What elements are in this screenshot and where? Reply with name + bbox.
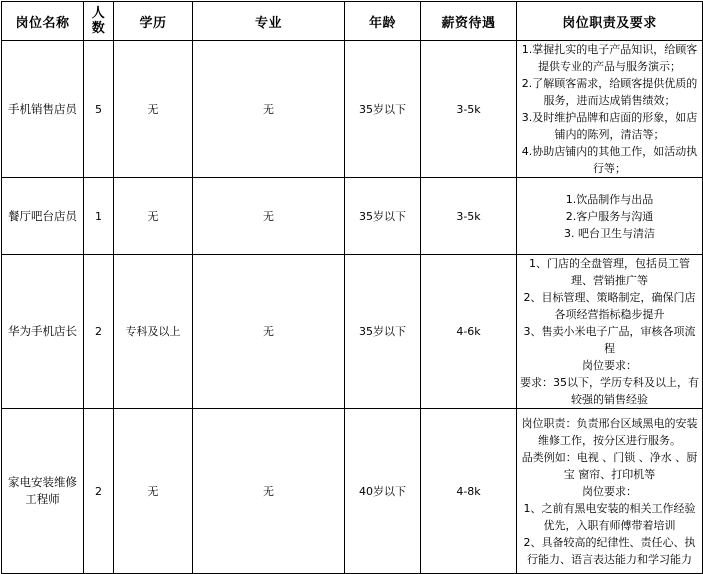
duty-line: 2.了解顾客需求，给顾客提供优质的服务，进而达成销售绩效；: [521, 77, 698, 107]
duties-cell: [517, 178, 703, 255]
duties-cell: [517, 41, 703, 178]
age-limit-cell: 35岁以下: [345, 178, 421, 255]
table-row: [2, 409, 703, 574]
duty-line: 1.掌握扎实的电子产品知识，给顾客提供专业的产品与服务演示；: [521, 43, 698, 73]
duty-line: 1、门店的全盘管理，包括员工管理、营销推广等: [529, 257, 690, 287]
duty-line: 要求：35以下，学历专科及以上，有较强的销售经验: [520, 376, 699, 406]
salary-cell: 4-8k: [421, 409, 517, 574]
header-salary: 薪资待遇: [421, 2, 517, 41]
salary-cell: 3-5k: [421, 41, 517, 178]
table-header: [2, 2, 703, 41]
table-row: [2, 178, 703, 255]
headcount-cell: 2: [84, 409, 114, 574]
salary-cell: 3-5k: [421, 178, 517, 255]
major-cell: 无: [193, 41, 345, 178]
table-body: [2, 41, 703, 574]
job-title-cell: 手机销售店员: [2, 41, 84, 178]
header-count: 人数: [84, 2, 114, 41]
table-row: [2, 41, 703, 178]
duty-line: 4.协助店铺内的其他工作，如活动执行等；: [521, 145, 698, 175]
table-row: [2, 255, 703, 409]
duty-line: 3、售卖小米电子广品，审核各项流程: [523, 325, 696, 355]
job-title-cell: 餐厅吧台店员: [2, 178, 84, 255]
age-limit-cell: 35岁以下: [345, 41, 421, 178]
duty-line: 岗位要求：: [582, 484, 637, 498]
education-cell: 无: [114, 178, 193, 255]
header-position: 岗位名称: [2, 2, 84, 41]
header-age: 年龄: [345, 2, 421, 41]
duty-line: 2、具备较高的纪律性、责任心、执行能力、语言表达能力和学习能力: [523, 535, 696, 566]
job-title-cell: 家电安装维修工程师: [2, 409, 84, 574]
age-limit-cell: 35岁以下: [345, 255, 421, 409]
major-cell: 无: [193, 178, 345, 255]
duty-line: 品类例如：电视 、门锁 、净水 、厨宝 窗帘、打印机等: [521, 450, 698, 481]
header-row: [2, 2, 703, 41]
headcount-cell: 5: [84, 41, 114, 178]
salary-cell: 4-6k: [421, 255, 517, 409]
duty-line: 1.饮品制作与出品: [565, 192, 654, 206]
duty-line: 岗位职责：负责邢台区域黑电的安装维修工作，按分区进行服务。: [521, 416, 698, 447]
duties-cell: [517, 255, 703, 409]
duty-line: 1、之前有黑电安装的相关工作经验优先，入职有师傅带着培训: [523, 501, 696, 532]
major-cell: 无: [193, 409, 345, 574]
header-duties: 岗位职责及要求: [517, 2, 703, 41]
education-cell: 专科及以上: [114, 255, 193, 409]
duty-line: 2、目标管理、策略制定，确保门店各项经营指标稳步提升: [523, 291, 696, 321]
duty-line: 2.客户服务与沟通: [565, 209, 654, 223]
header-education: 学历: [114, 2, 193, 41]
education-cell: 无: [114, 41, 193, 178]
major-cell: 无: [193, 255, 345, 409]
job-title-cell: 华为手机店长: [2, 255, 84, 409]
header-major: 专业: [193, 2, 345, 41]
age-limit-cell: 40岁以下: [345, 409, 421, 574]
duties-cell: [517, 409, 703, 574]
headcount-cell: 2: [84, 255, 114, 409]
education-cell: 无: [114, 409, 193, 574]
duty-line: 3. 吧台卫生与清洁: [564, 226, 655, 240]
duty-line: 3.及时维护品牌和店面的形象，如店铺内的陈列，清洁等；: [521, 111, 698, 141]
duty-line: 岗位要求：: [582, 359, 637, 372]
headcount-cell: 1: [84, 178, 114, 255]
job-table: [1, 1, 703, 574]
